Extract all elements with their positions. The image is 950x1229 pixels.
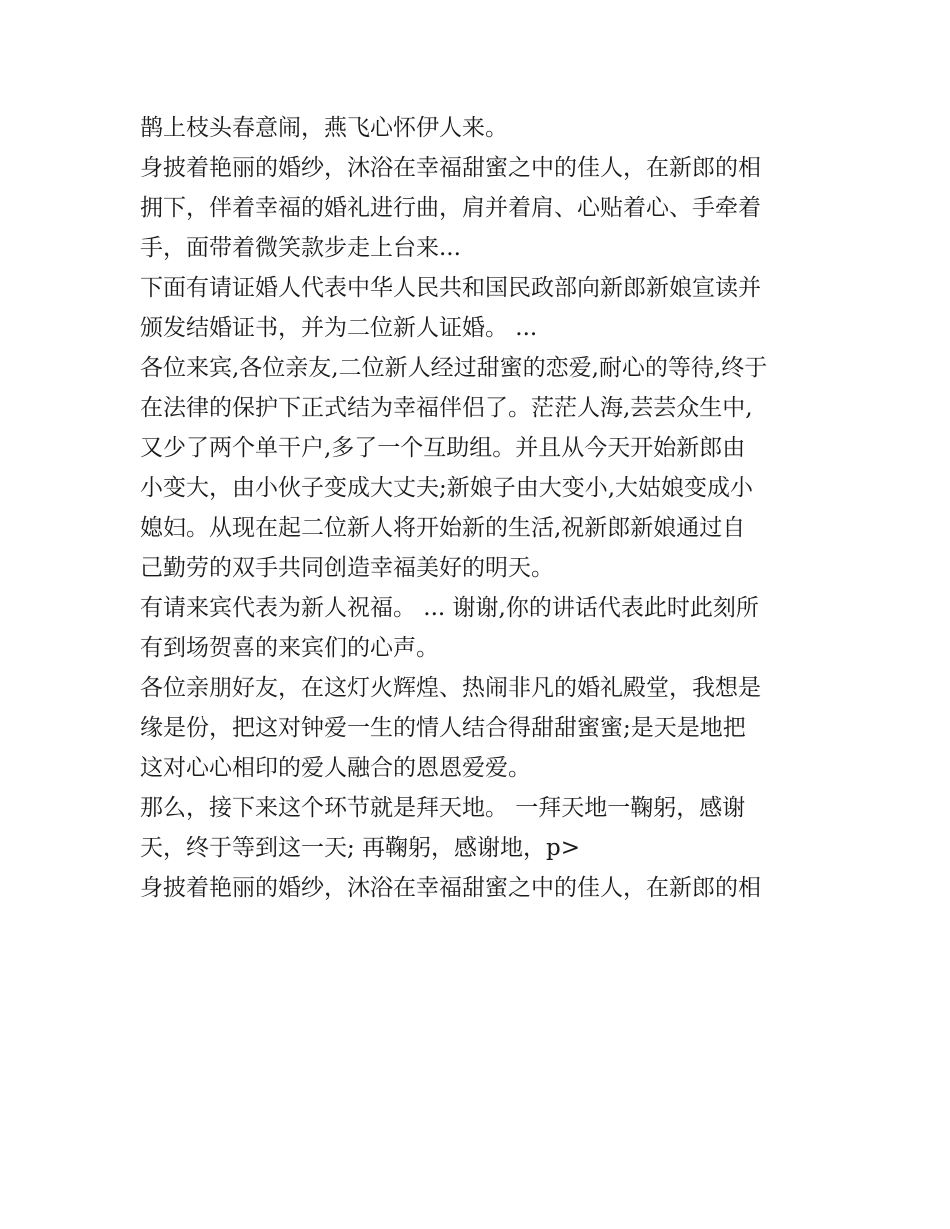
text-line: 小变大，由小伙子变成大丈夫;新娘子由大变小,大姑娘变成小 <box>140 475 754 501</box>
text-line: 在法律的保护下正式结为幸福伴侣了。茫茫人海,芸芸众生中, <box>140 395 753 421</box>
text-line: 鹊上枝头春意闹，燕飞心怀伊人来。 <box>140 115 508 141</box>
paragraph <box>140 108 830 148</box>
paragraph <box>140 348 830 588</box>
text-line: 身披着艳丽的婚纱，沐浴在幸福甜蜜之中的佳人，在新郎的相 <box>140 875 761 901</box>
text-line: 媳妇。从现在起二位新人将开始新的生活,祝新郎新娘通过自 <box>140 515 746 541</box>
document-body <box>140 108 830 908</box>
text-line: 又少了两个单干户,多了一个互助组。并且从今天开始新郎由 <box>140 435 746 461</box>
text-line: 缘是份，把这对钟爱一生的情人结合得甜甜蜜蜜;是天是地把 <box>140 715 746 741</box>
text-line: 颁发结婚证书，并为二位新人证婚。 ... <box>140 315 538 341</box>
paragraph <box>140 668 830 788</box>
text-line: 身披着艳丽的婚纱，沐浴在幸福甜蜜之中的佳人，在新郎的相 <box>140 155 761 181</box>
text-line: 那么，接下来这个环节就是拜天地。 一拜天地一鞠躬，感谢 <box>140 795 746 821</box>
text-line: 各位来宾,各位亲友,二位新人经过甜蜜的恋爱,耐心的等待,终于 <box>140 355 768 381</box>
paragraph <box>140 788 830 868</box>
paragraph <box>140 588 830 668</box>
text-line: 拥下，伴着幸福的婚礼进行曲，肩并着肩、心贴着心、手牵着 <box>140 195 761 221</box>
text-line: 己勤劳的双手共同创造幸福美好的明天。 <box>140 555 554 581</box>
text-line: 有请来宾代表为新人祝福。 ... 谢谢,你的讲话代表此时此刻所 <box>140 595 759 621</box>
text-line: 这对心心相印的爱人融合的恩恩爱爱。 <box>140 755 531 781</box>
paragraph <box>140 148 830 268</box>
paragraph <box>140 868 830 908</box>
text-line: 下面有请证婚人代表中华人民共和国民政部向新郎新娘宣读并 <box>140 275 761 301</box>
paragraph <box>140 268 830 348</box>
text-line: 天，终于等到这一天; 再鞠躬，感谢地，p> <box>140 835 581 861</box>
text-line: 有到场贺喜的来宾们的心声。 <box>140 635 439 661</box>
text-line: 各位亲朋好友，在这灯火辉煌、热闹非凡的婚礼殿堂，我想是 <box>140 675 761 701</box>
text-line: 手，面带着微笑款步走上台来... <box>140 235 461 261</box>
